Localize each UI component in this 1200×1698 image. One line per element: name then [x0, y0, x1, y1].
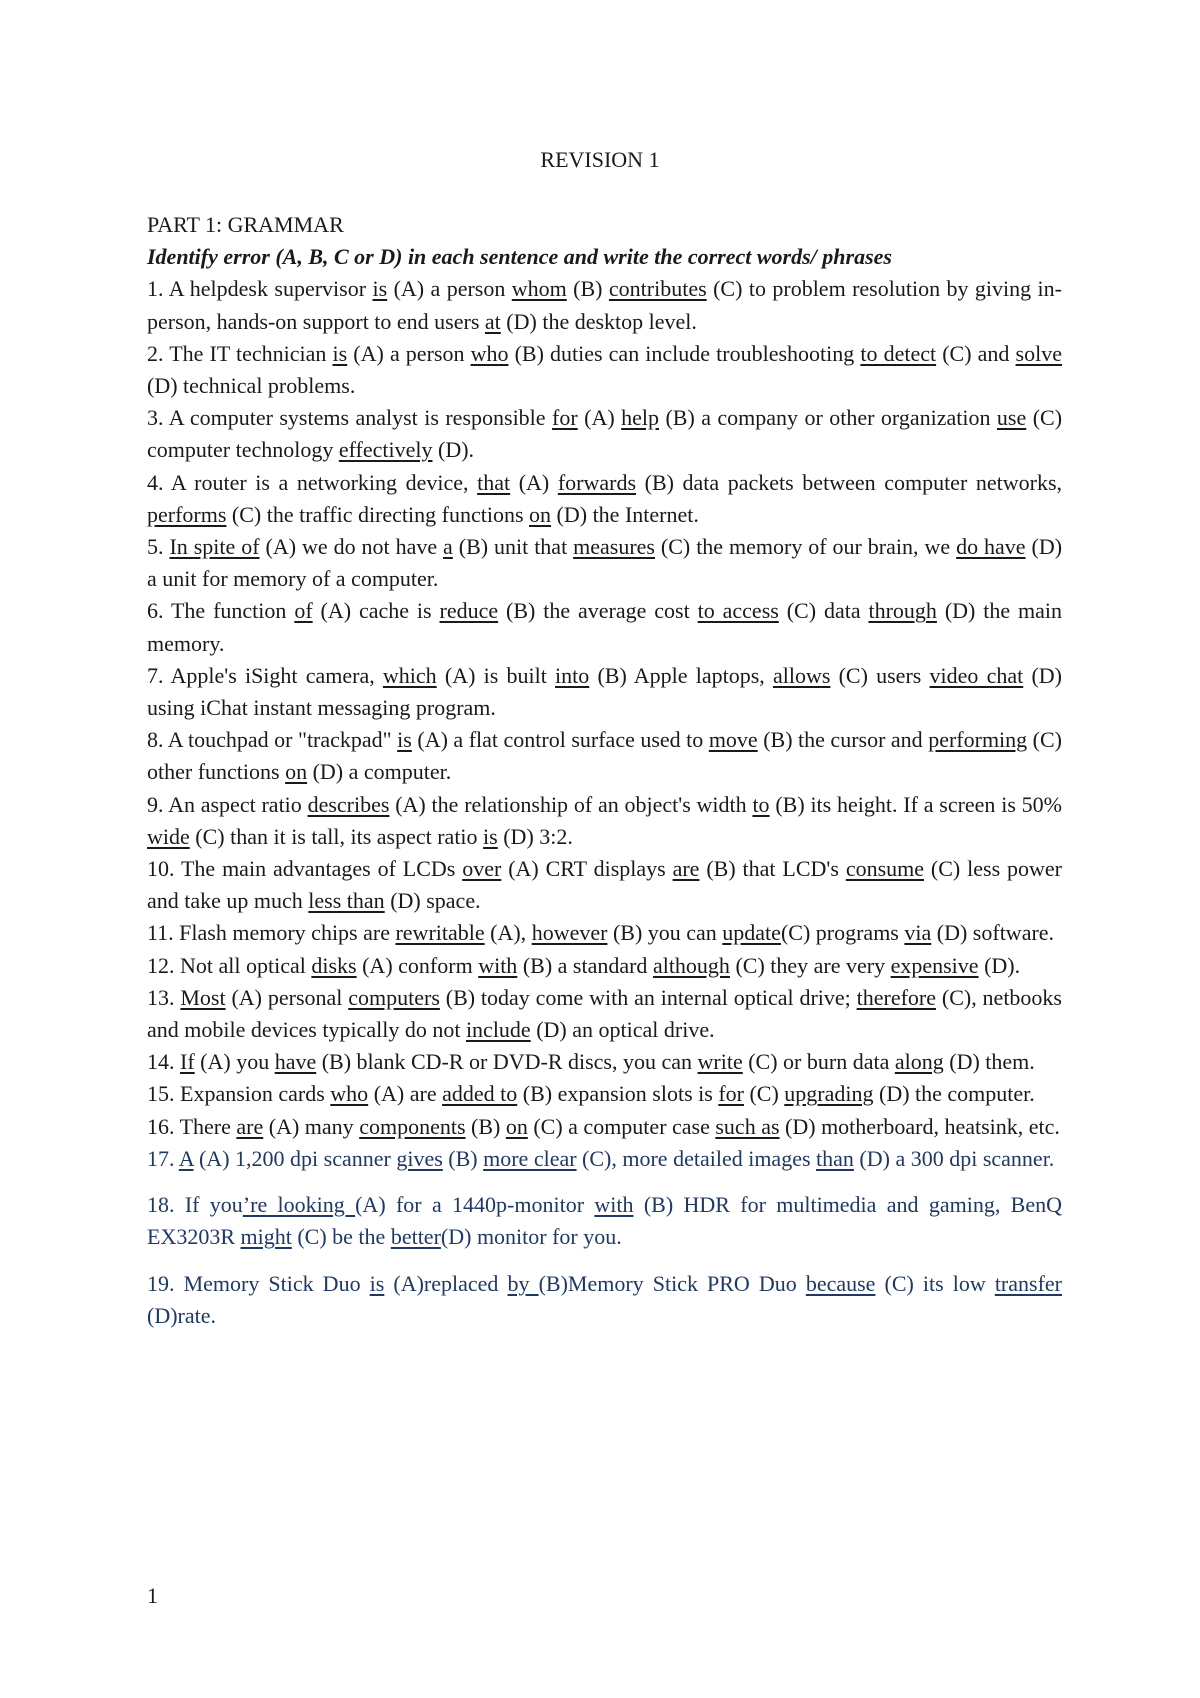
question-text: 2. The IT technician — [147, 340, 333, 366]
underlined-option: to — [752, 791, 770, 817]
underlined-option: computers — [348, 984, 440, 1010]
underlined-option: are — [236, 1113, 264, 1139]
question-text: 9. An aspect ratio — [147, 791, 308, 817]
question-text: (C) or burn data — [742, 1049, 895, 1075]
underlined-option: effectively — [338, 437, 433, 463]
question-text: (A) is built — [436, 662, 556, 688]
underlined-option: gives — [396, 1145, 443, 1171]
part-title: PART 1: GRAMMAR — [147, 212, 344, 237]
underlined-option: performs — [147, 501, 227, 527]
underlined-option: which — [382, 662, 437, 688]
underlined-option: on — [529, 501, 552, 527]
question-text: (B) that LCD's — [699, 856, 846, 882]
question-text: 1. A helpdesk supervisor — [147, 276, 373, 302]
question-11 — [147, 917, 1062, 949]
underlined-option: If — [180, 1049, 195, 1075]
underlined-option: on — [505, 1113, 528, 1139]
question-text: (C) data — [778, 598, 869, 624]
question-text: (C) its low — [875, 1270, 995, 1296]
question-text: (D) using iChat instant messaging program. — [147, 662, 1062, 721]
question-18 — [147, 1189, 1062, 1253]
underlined-option: with — [478, 952, 518, 978]
question-text: (A) 1,200 dpi scanner — [193, 1145, 397, 1171]
question-text: (B) you can — [607, 920, 723, 946]
underlined-option: a — [443, 534, 453, 560]
question-text: (C) be the — [291, 1224, 391, 1250]
question-text: (B) Apple laptops, — [589, 662, 773, 688]
question-text: (D) a computer. — [307, 759, 452, 785]
underlined-option: consume — [845, 856, 925, 882]
question-text: 3. A computer systems analyst is responsible — [147, 405, 553, 431]
question-text: 10. The main advantages of LCDs — [147, 856, 463, 882]
underlined-option: although — [652, 952, 730, 978]
question-text: (D) an optical drive. — [530, 1017, 715, 1043]
question-text: (C) to problem resolution by giving in-person, hands-on support to end users — [147, 276, 1062, 334]
question-text: (D) motherboard, heatsink, etc. — [779, 1113, 1060, 1139]
underlined-option: is — [332, 340, 348, 366]
underlined-option: are — [672, 856, 700, 882]
question-list — [147, 273, 1062, 1332]
underlined-option: over — [462, 856, 502, 882]
underlined-option: along — [894, 1049, 944, 1075]
question-text: (B) duties can include troubleshooting — [508, 340, 861, 366]
question-7 — [147, 660, 1062, 724]
question-text: 5. — [147, 534, 170, 560]
question-text: (B) blank CD-R or DVD-R discs, you can — [316, 1049, 698, 1075]
question-text: (C) than it is tall, its aspect ratio — [189, 823, 484, 849]
question-text: (D) software. — [931, 920, 1055, 946]
question-text: (C) users — [830, 662, 930, 688]
question-text: (A) a flat control surface used to — [411, 727, 709, 753]
underlined-option: describes — [307, 791, 390, 817]
underlined-option: that — [477, 469, 511, 495]
question-text: 8. A touchpad or "trackpad" — [147, 727, 398, 753]
question-text: (B) today come with an internal optical drive; — [439, 984, 857, 1010]
underlined-option: solve — [1015, 340, 1062, 366]
question-text: (A) cache is — [312, 598, 440, 624]
underlined-option: video chat — [929, 662, 1024, 688]
question-text: (D) monitor for you. — [440, 1224, 622, 1250]
question-6 — [147, 595, 1062, 659]
question-text: (D)rate. — [147, 1302, 217, 1328]
underlined-option: write — [697, 1049, 743, 1075]
question-text: (C) they are very — [729, 952, 891, 978]
question-text: (B) — [442, 1145, 484, 1171]
underlined-option: include — [465, 1017, 531, 1043]
underlined-option: allows — [772, 662, 831, 688]
underlined-option: because — [805, 1270, 876, 1296]
question-text: (C) — [743, 1081, 785, 1107]
question-text: 16. There — [147, 1113, 237, 1139]
underlined-option: measures — [573, 534, 655, 560]
question-text: (A) a person — [387, 276, 512, 302]
question-text: (B) unit that — [452, 534, 574, 560]
underlined-option: with — [594, 1192, 634, 1218]
underlined-option: move — [708, 727, 758, 753]
underlined-option: wide — [147, 823, 190, 849]
underlined-option: through — [868, 598, 937, 624]
underlined-option: therefore — [856, 984, 937, 1010]
question-text: (A) — [510, 469, 558, 495]
question-text: (A) you — [194, 1049, 275, 1075]
question-19 — [147, 1268, 1062, 1332]
underlined-option: In spite of — [169, 534, 260, 560]
underlined-option: have — [274, 1049, 317, 1075]
question-text: (B) its height. If a screen is 50% — [769, 791, 1062, 817]
underlined-option: into — [555, 662, 590, 688]
underlined-option: forwards — [557, 469, 637, 495]
question-5 — [147, 531, 1062, 595]
underlined-option: more clear — [483, 1145, 577, 1171]
question-text: (D) them. — [943, 1049, 1035, 1075]
question-text: (C) and — [936, 340, 1016, 366]
question-text: 18. If you — [147, 1192, 243, 1218]
underlined-option: added to — [442, 1081, 518, 1107]
underlined-option: on — [285, 759, 308, 785]
question-text: (A) CRT displays — [501, 856, 673, 882]
question-text: (B) data packets between computer networks, — [636, 469, 1063, 495]
question-16 — [147, 1111, 1062, 1143]
question-text: (C) a computer case — [527, 1113, 716, 1139]
question-text: (D). — [432, 437, 475, 463]
question-text: (B)Memory Stick PRO Duo — [538, 1270, 806, 1296]
question-text: (B) the cursor and — [757, 727, 929, 753]
question-text: 13. — [147, 984, 181, 1010]
question-text: 4. A router is a networking device, — [147, 469, 478, 495]
underlined-option: A — [178, 1145, 194, 1171]
underlined-option: performing — [928, 727, 1028, 753]
underlined-option: however — [531, 920, 608, 946]
question-text: (A) for a 1440p-monitor — [355, 1192, 595, 1218]
underlined-option: Most — [180, 984, 226, 1010]
question-text: (D) the main memory. — [147, 598, 1063, 656]
question-text: (D) the desktop level. — [500, 308, 697, 334]
question-2 — [147, 338, 1062, 402]
underlined-option: rewritable — [395, 920, 485, 946]
question-text: (A) the relationship of an object's width — [389, 791, 753, 817]
question-15 — [147, 1078, 1062, 1110]
instruction: Identify error (A, B, C or D) in each sentence and write the correct words/ phrases — [147, 244, 892, 270]
underlined-option: reduce — [439, 598, 499, 624]
underlined-option: to detect — [860, 340, 937, 366]
question-text: (D). — [978, 952, 1021, 978]
question-text: 15. Expansion cards — [147, 1081, 331, 1107]
underlined-option: is — [483, 823, 498, 849]
underlined-option: via — [904, 920, 932, 946]
question-text: (C), netbooks and mobile devices typically do not — [147, 984, 1062, 1043]
underlined-option: is — [397, 727, 412, 753]
question-text: (D) 3:2. — [497, 823, 573, 849]
question-text: (B) a company or other organization — [659, 405, 997, 431]
question-text: (C) less power and take up much — [147, 856, 1063, 914]
page-number: 1 — [147, 1583, 158, 1608]
question-text: (D) a 300 dpi scanner. — [853, 1145, 1055, 1171]
question-text: (B) — [465, 1113, 506, 1139]
question-text: (B) the average cost — [498, 598, 698, 624]
question-4 — [147, 467, 1062, 531]
question-17 — [147, 1143, 1062, 1175]
underlined-option: disks — [311, 952, 357, 978]
underlined-option: who — [470, 340, 509, 366]
document-body — [147, 209, 1062, 1332]
underlined-option: better — [390, 1224, 441, 1250]
underlined-option: use — [996, 405, 1027, 431]
question-text: (C) programs — [780, 920, 905, 946]
question-text: (D) space. — [384, 888, 481, 914]
question-text: 11. Flash memory chips are — [147, 920, 396, 946]
question-text: (B) a standard — [517, 952, 653, 978]
underlined-option: is — [372, 276, 388, 302]
question-text: (A) a person — [347, 340, 471, 366]
underlined-option: components — [359, 1113, 466, 1139]
question-text: (C), more detailed images — [576, 1145, 817, 1171]
underlined-option: is — [369, 1270, 385, 1296]
question-text: 19. Memory Stick Duo — [147, 1270, 370, 1296]
question-text: 6. The function — [147, 598, 295, 624]
question-text: (A)replaced — [384, 1270, 508, 1296]
underlined-option: do have — [956, 534, 1026, 560]
question-10 — [147, 853, 1062, 917]
question-1 — [147, 273, 1062, 337]
question-text: (A) are — [368, 1081, 443, 1107]
underlined-option: transfer — [994, 1270, 1062, 1296]
underlined-option: whom — [511, 276, 567, 302]
question-text: (B) — [566, 276, 609, 302]
underlined-option: for — [552, 405, 578, 431]
underlined-option: who — [330, 1081, 369, 1107]
underlined-option: ’re looking — [242, 1192, 356, 1218]
underlined-option: at — [484, 308, 501, 334]
question-text: (C) the memory of our brain, we — [654, 534, 957, 560]
underlined-option: contributes — [608, 276, 707, 302]
question-text: 14. — [147, 1049, 180, 1075]
question-text: (A) many — [263, 1113, 360, 1139]
question-9 — [147, 789, 1062, 853]
question-text: 12. Not all optical — [147, 952, 312, 978]
document-title: REVISION 1 — [540, 147, 660, 172]
question-text: (B) expansion slots is — [517, 1081, 719, 1107]
underlined-option: upgrading — [784, 1081, 874, 1107]
question-14 — [147, 1046, 1062, 1078]
question-text: (A) we do not have — [259, 534, 444, 560]
underlined-option: help — [621, 405, 659, 431]
question-8 — [147, 724, 1062, 788]
question-text: (A), — [484, 920, 532, 946]
underlined-option: less than — [308, 888, 385, 914]
question-3 — [147, 402, 1062, 466]
question-text: 17. — [147, 1145, 179, 1171]
underlined-option: to access — [697, 598, 779, 624]
underlined-option: for — [718, 1081, 744, 1107]
underlined-option: update — [722, 920, 781, 946]
question-text: (A) — [577, 405, 622, 431]
underlined-option: of — [294, 598, 313, 624]
question-text: (A) personal — [225, 984, 349, 1010]
question-text: (A) conform — [356, 952, 479, 978]
question-text: (C) computer technology — [147, 405, 1063, 463]
underlined-option: than — [816, 1145, 854, 1171]
question-text: (D) technical problems. — [147, 373, 356, 399]
question-13 — [147, 982, 1062, 1046]
question-text: (B) HDR for multimedia and gaming, BenQ EX3203R — [147, 1192, 1062, 1250]
underlined-option: by — [507, 1270, 539, 1296]
underlined-option: might — [240, 1224, 292, 1250]
underlined-option: expensive — [890, 952, 979, 978]
question-text: (D) the Internet. — [551, 501, 699, 527]
underlined-option: such as — [715, 1113, 780, 1139]
question-text: (C) the traffic directing functions — [226, 501, 530, 527]
question-text: (D) the computer. — [873, 1081, 1035, 1107]
question-text: (D) a unit for memory of a computer. — [147, 534, 1063, 592]
question-text: 7. Apple's iSight camera, — [147, 662, 383, 688]
question-12 — [147, 950, 1062, 982]
question-text: (C) other functions — [147, 727, 1063, 785]
